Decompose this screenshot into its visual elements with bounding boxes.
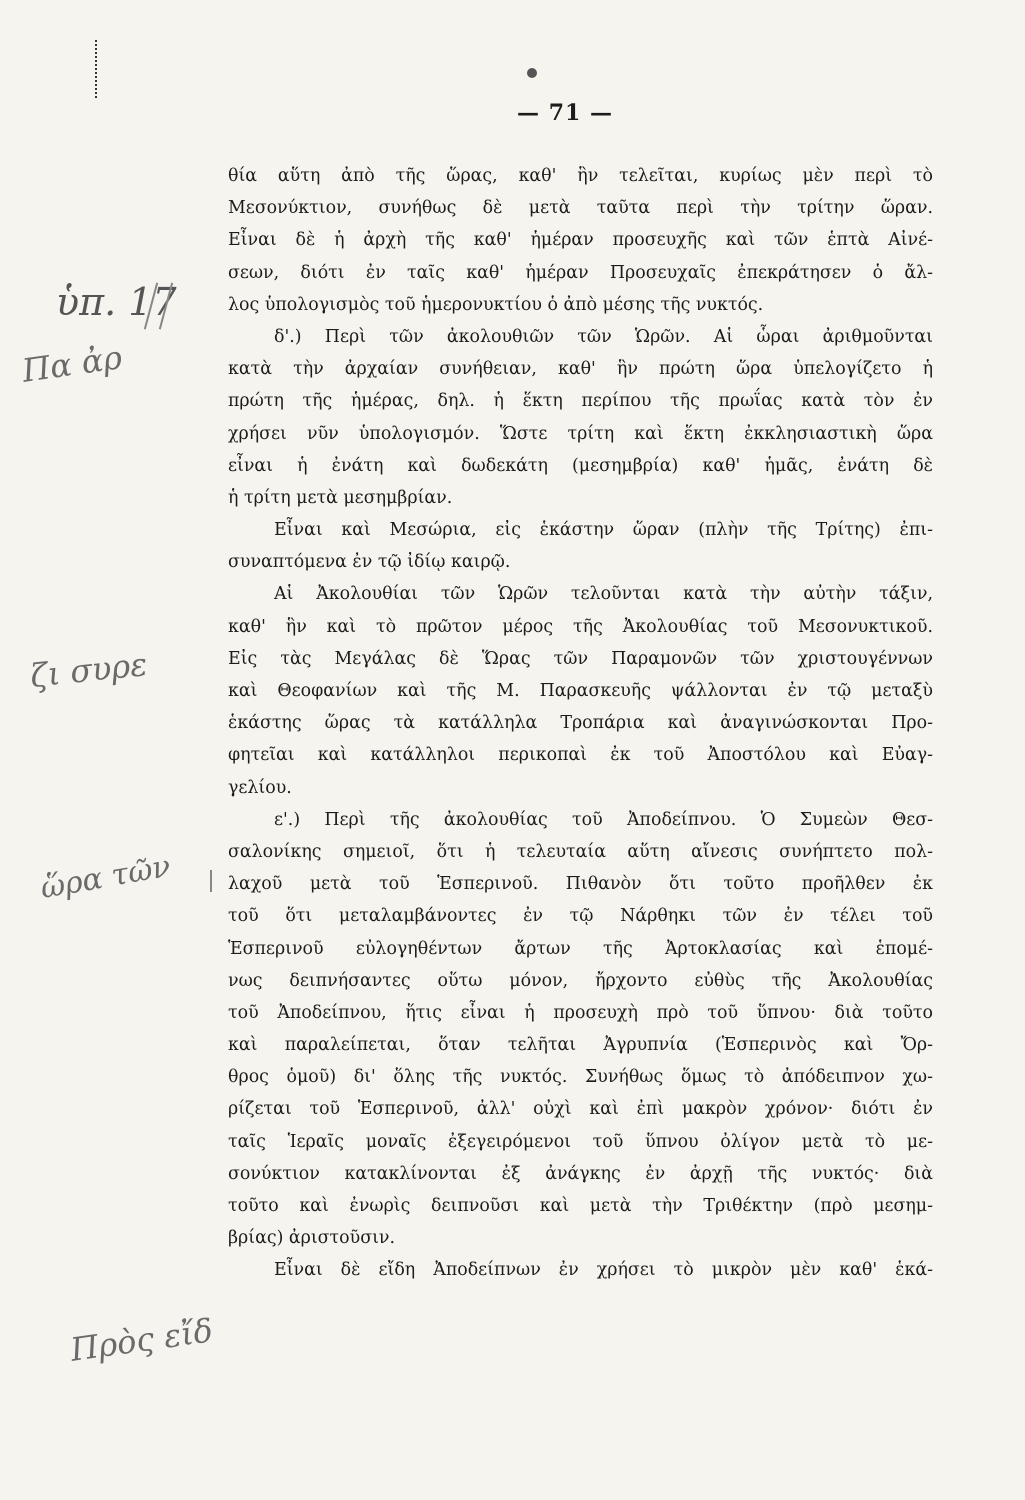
- text-line: καὶ Θεοφανίων καὶ τῆς Μ. Παρασκευῆς ψάλλονται ἐν τῷ μεταξὺ: [228, 681, 933, 701]
- text-line: ταῖς Ἱεραῖς μοναῖς ἐξεγειρόμενοι τοῦ ὕπνου ὀλίγον μετὰ τὸ με-: [228, 1131, 933, 1152]
- margin-note-handwritten: Πα ἀρ: [19, 338, 125, 390]
- text-line: Εἶναι δὲ ἡ ἀρχὴ τῆς καθ' ἡμέραν προσευχῆς καὶ τῶν ἑπτὰ Αἰνέ-: [228, 230, 933, 251]
- text-line: ρίζεται τοῦ Ἑσπερινοῦ, ἀλλ' οὐχὶ καὶ ἐπὶ μακρὸν χρόνον· διότι ἐν: [228, 1099, 933, 1120]
- text-line: σονύκτιον κατακλίνονται ἐξ ἀνάγκης ἐν ἀρχῇ τῆς νυκτός· διὰ: [228, 1163, 933, 1184]
- text-line: Εἰς τὰς Μεγάλας δὲ Ὥρας τῶν Παραμονῶν τῶν χριστουγέννων: [228, 648, 933, 669]
- text-line: καὶ παραλείπεται, ὅταν τελῆται Ἀγρυπνία (Ἑσπερινὸς καὶ Ὄρ-: [228, 1035, 933, 1056]
- text-line: ἑκάστης ὥρας τὰ κατάλληλα Τροπάρια καὶ ἀναγινώσκονται Προ-: [228, 713, 933, 734]
- text-line: θρος ὁμοῦ) δι' ὅλης τῆς νυκτός. Συνήθως ὅμως τὸ ἀπόδειπνον χω-: [228, 1067, 933, 1088]
- margin-note-handwritten: ζι συρε: [28, 644, 150, 696]
- text-line: γελίου.: [228, 777, 292, 798]
- text-line: Ἑσπερινοῦ εὐλογηθέντων ἄρτων τῆς Ἀρτοκλασίας καὶ ἑπομέ-: [228, 938, 933, 959]
- margin-note-handwritten: Πρὸς εἴδ: [68, 1311, 216, 1369]
- text-line: βρίας) ἀριστοῦσιν.: [228, 1228, 396, 1249]
- section-heading-line: δ'.) Περὶ τῶν ἀκολουθιῶν τῶν Ὡρῶν. Αἱ ὧραι ἀριθμοῦνται: [274, 326, 933, 347]
- binding-mark: [95, 40, 100, 98]
- text-line: σαλονίκης σημειοῖ, ὅτι ἡ τελευταία αὕτη αἴνεσις συνήπτετο πολ-: [228, 841, 933, 862]
- text-line: συναπτόμενα ἐν τῷ ἰδίῳ καιρῷ.: [228, 552, 511, 573]
- text-line: εἶναι ἡ ἐνάτη καὶ δωδεκάτη (μεσημβρία) καθ' ἡμᾶς, ἐνάτη δὲ: [228, 455, 933, 476]
- text-line: Εἶναι δὲ εἴδη Ἀποδείπνων ἐν χρήσει τὸ μικρὸν μὲν καθ' ἑκά-: [274, 1260, 933, 1281]
- text-line: κατὰ τὴν ἀρχαίαν συνήθειαν, καθ' ἣν πρώτη ὥρα ὑπελογίζετο ἡ: [228, 359, 933, 380]
- text-line: Εἶναι καὶ Μεσώρια, εἰς ἑκάστην ὥραν (πλὴν τῆς Τρίτης) ἐπι-: [274, 520, 933, 541]
- pencil-stroke: [210, 870, 212, 892]
- margin-note-page-ref: ὑπ. 17: [56, 280, 177, 324]
- text-line: πρώτη τῆς ἡμέρας, δηλ. ἡ ἕκτη περίπου τῆς πρωΐας κατὰ τὸν ἐν: [228, 391, 933, 412]
- text-line: τοῦτο καὶ ἐνωρὶς δειπνοῦσι καὶ μετὰ τὴν Τριθέκτην (πρὸ μεσημ-: [228, 1196, 933, 1216]
- margin-note-handwritten: ὥρα τῶν: [37, 848, 174, 907]
- text-line: λαχοῦ μετὰ τοῦ Ἑσπερινοῦ. Πιθανὸν ὅτι τοῦτο προῆλθεν ἐκ: [228, 874, 933, 895]
- text-line: θία αὕτη ἀπὸ τῆς ὥρας, καθ' ἣν τελεῖται, κυρίως μὲν περὶ τὸ: [228, 166, 933, 186]
- text-line: Αἱ Ἀκολουθίαι τῶν Ὡρῶν τελοῦνται κατὰ τὴν αὐτὴν τάξιν,: [274, 584, 933, 605]
- text-line: λος ὑπολογισμὸς τοῦ ἡμερονυκτίου ὁ ἀπὸ μέσης τῆς νυκτός.: [228, 294, 764, 315]
- page-number: — 71 —: [517, 100, 613, 126]
- text-line: χρήσει νῦν ὑπολογισμόν. Ὥστε τρίτη καὶ ἕκτη ἐκκλησιαστικὴ ὥρα: [228, 423, 933, 444]
- text-line: νως δειπνήσαντες οὕτω μόνον, ἤρχοντο εὐθὺς τῆς Ἀκολουθίας: [228, 970, 933, 991]
- text-line: τοῦ ὅτι μεταλαμβάνοντες ἐν τῷ Νάρθηκι τῶν ἐν τέλει τοῦ: [228, 906, 933, 927]
- text-line: καθ' ἣν καὶ τὸ πρῶτον μέρος τῆς Ἀκολουθίας τοῦ Μεσονυκτικοῦ.: [228, 616, 933, 637]
- body-text: [228, 160, 933, 1287]
- section-heading-line: ε'.) Περὶ τῆς ἀκολουθίας τοῦ Ἀποδείπνου. Ὁ Συμεὼν Θεσ-: [274, 809, 933, 830]
- text-line: σεων, διότι ἐν ταῖς καθ' ἡμέραν Προσευχαῖς ἐπεκράτησεν ὁ ἄλ-: [228, 262, 933, 283]
- text-line: τοῦ Ἀποδείπνου, ἥτις εἶναι ἡ προσευχὴ πρὸ τοῦ ὕπνου· διὰ τοῦτο: [228, 1002, 933, 1023]
- text-line: φητεῖαι καὶ κατάλληλοι περικοπαὶ ἐκ τοῦ Ἀποστόλου καὶ Εὐαγ-: [228, 745, 933, 766]
- ink-dot: [527, 68, 537, 78]
- text-line: Μεσονύκτιον, συνήθως δὲ μετὰ ταῦτα περὶ τὴν τρίτην ὥραν.: [228, 198, 933, 219]
- text-line: ἡ τρίτη μετὰ μεσημβρίαν.: [228, 487, 453, 508]
